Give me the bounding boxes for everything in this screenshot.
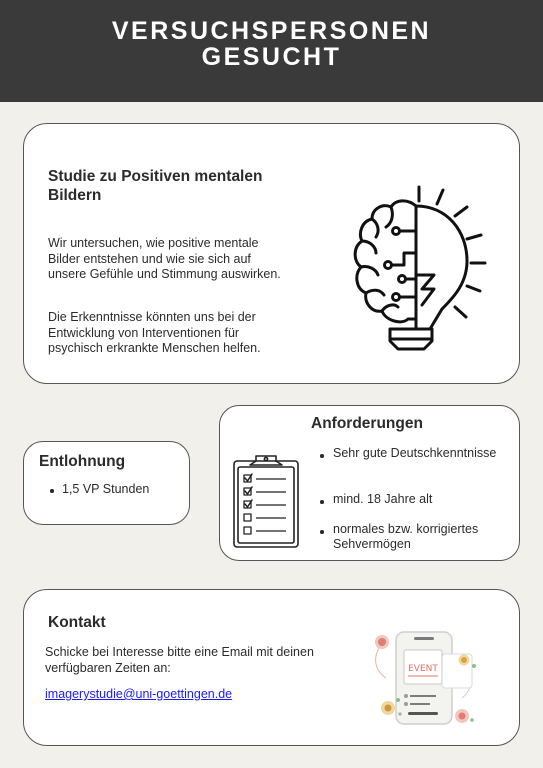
contact-card bbox=[23, 589, 520, 746]
contact-title: Kontakt bbox=[48, 614, 106, 631]
list-item: mind. 18 Jahre alt bbox=[333, 492, 503, 507]
requirements-title: Anforderungen bbox=[311, 415, 423, 432]
bullet-icon bbox=[50, 489, 54, 493]
payment-title: Entlohnung bbox=[39, 453, 126, 470]
page-title: VERSUCHSPERSONEN GESUCHT bbox=[111, 17, 432, 71]
study-card bbox=[23, 123, 520, 384]
bullet-icon bbox=[320, 454, 324, 458]
brain-lightbulb-icon bbox=[342, 179, 492, 359]
clipboard-checklist-icon bbox=[232, 453, 302, 551]
bullet-icon bbox=[320, 530, 324, 534]
contact-text: Schicke bei Interesse bitte eine Email mit deinen verfügbaren Zeiten an: bbox=[45, 645, 314, 675]
study-benefit-text: Die Erkenntnisse könnten uns bei der Entwicklung von Interventionen für psychisch erkrankte Menschen helfen. bbox=[48, 310, 261, 355]
requirements-card bbox=[219, 405, 520, 561]
list-item: 1,5 VP Stunden bbox=[62, 482, 149, 497]
payment-card bbox=[23, 441, 190, 525]
event-phone-icon bbox=[364, 626, 480, 728]
study-title: Studie zu Positiven mentalen Bildern bbox=[48, 168, 263, 204]
list-item: Sehr gute Deutschkenntnisse bbox=[333, 446, 503, 461]
event-label: EVENT bbox=[408, 664, 438, 674]
email-link[interactable]: imagerystudie@uni-goettingen.de bbox=[45, 687, 233, 701]
bullet-icon bbox=[320, 500, 324, 504]
header-banner bbox=[0, 0, 543, 102]
study-description: Wir untersuchen, wie positive mentale Bilder entstehen und wie sie sich auf unsere Gefühle und Stimmung auswirken. bbox=[48, 236, 281, 281]
list-item: normales bzw. korrigiertes Sehvermögen bbox=[333, 522, 513, 552]
